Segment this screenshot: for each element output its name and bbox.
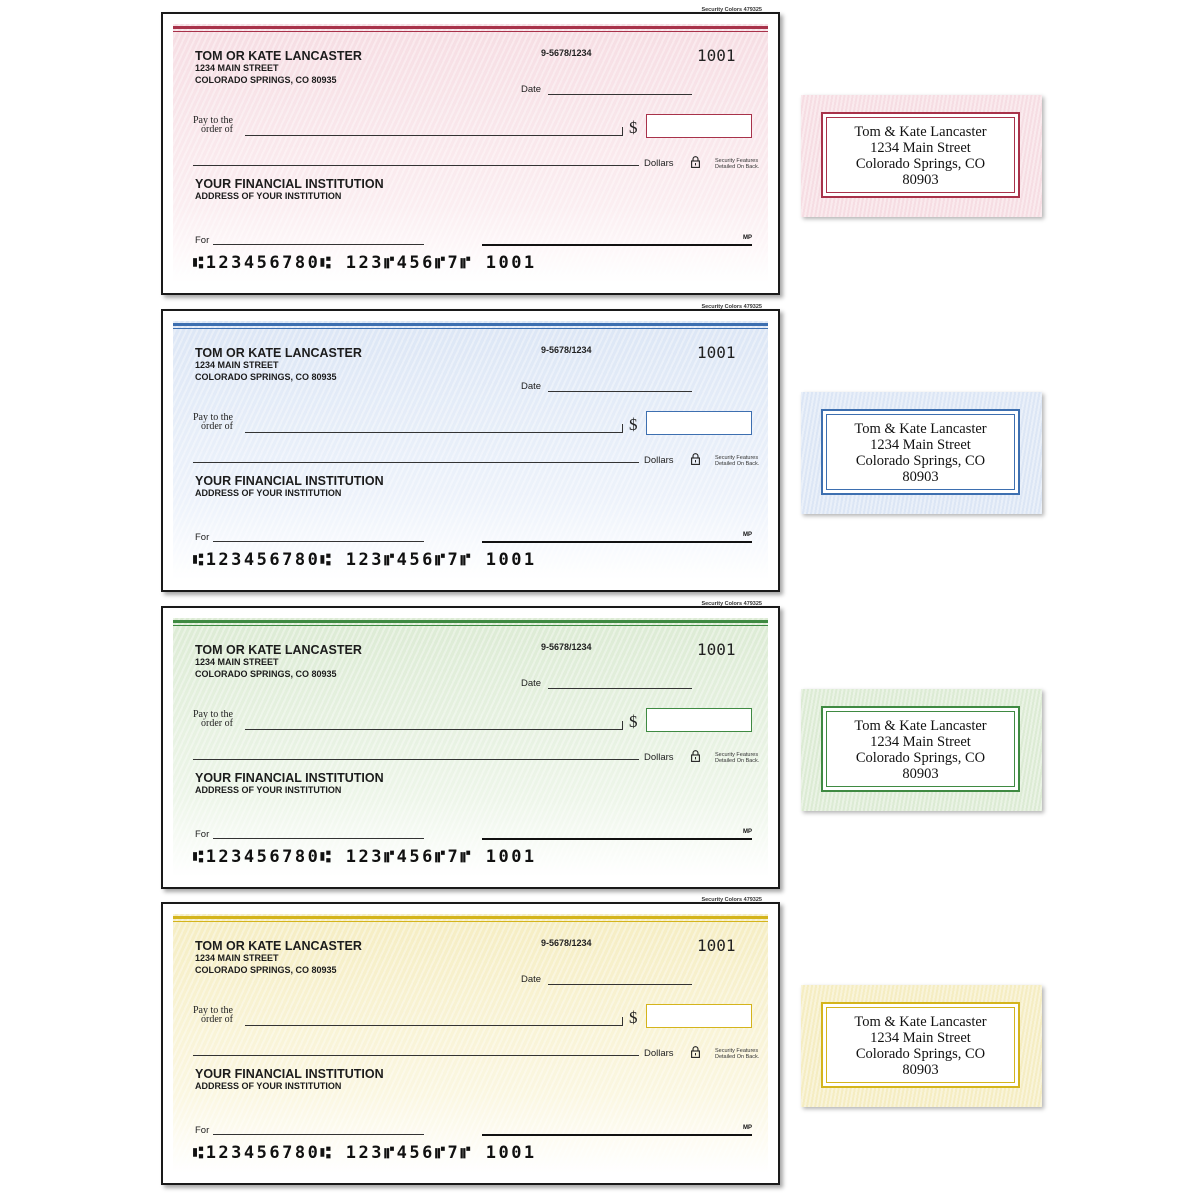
signature-line (482, 244, 752, 246)
security-features-note (715, 752, 759, 764)
label-frame (821, 706, 1020, 792)
amount-words-line (193, 759, 639, 760)
check-top-border-thin (173, 921, 768, 922)
security-features-line1: Security Features (715, 1048, 759, 1054)
security-features-note (715, 158, 759, 170)
pay-to-line1: Pay to the (193, 115, 233, 126)
pay-to-label (193, 414, 233, 431)
lock-icon (691, 750, 700, 762)
routing-fraction: 9-5678/1234 (541, 48, 592, 58)
check-face (173, 24, 768, 283)
owner-name: TOM OR KATE LANCASTER (195, 939, 362, 953)
check-face (173, 914, 768, 1173)
check-blue (161, 304, 780, 592)
address-label-green (801, 689, 1042, 811)
check-top-border-thin (173, 625, 768, 626)
label-text (823, 1014, 1018, 1078)
memo-label: For (195, 829, 210, 840)
pay-to-label (193, 117, 233, 134)
pay-to-line1: Pay to the (193, 1005, 233, 1016)
owner-city: COLORADO SPRINGS, CO 80935 (195, 669, 337, 679)
institution-address: ADDRESS OF YOUR INSTITUTION (195, 785, 342, 795)
amount-box (646, 708, 752, 732)
routing-fraction: 9-5678/1234 (541, 345, 592, 355)
security-features-line1: Security Features (715, 752, 759, 758)
memo-label: For (195, 235, 210, 246)
check-number: 1001 (697, 343, 736, 362)
dollar-sign: $ (629, 415, 638, 434)
date-label: Date (521, 678, 542, 689)
check-top-border (173, 26, 768, 29)
dollar-sign: $ (629, 118, 638, 137)
owner-name: TOM OR KATE LANCASTER (195, 643, 362, 657)
amount-box (646, 1004, 752, 1028)
institution-name: YOUR FINANCIAL INSTITUTION (195, 474, 384, 488)
amount-words-line (193, 165, 639, 166)
dollars-label: Dollars (644, 158, 674, 169)
owner-city: COLORADO SPRINGS, CO 80935 (195, 372, 337, 382)
pay-to-line2: order of (201, 420, 233, 432)
label-line3: Colorado Springs, CO (855, 1046, 986, 1062)
lock-icon (691, 453, 700, 465)
institution-name: YOUR FINANCIAL INSTITUTION (195, 771, 384, 785)
label-frame (821, 112, 1020, 198)
owner-name: TOM OR KATE LANCASTER (195, 49, 362, 63)
signature-line (482, 541, 752, 543)
pay-to-line1: Pay to the (193, 709, 233, 720)
dollar-sign: $ (629, 1008, 638, 1027)
security-colors-code: Security Colors 479325 (701, 897, 762, 903)
amount-box (646, 114, 752, 138)
memo-label: For (195, 1125, 210, 1136)
security-features-note (715, 455, 759, 467)
routing-fraction: 9-5678/1234 (541, 938, 592, 948)
amount-words-line (193, 462, 639, 463)
label-text (823, 718, 1018, 782)
pay-to-line2: order of (201, 123, 233, 135)
check-red (161, 7, 780, 295)
check-top-border-thin (173, 328, 768, 329)
security-colors-code: Security Colors 479325 (701, 601, 762, 607)
date-label: Date (521, 84, 542, 95)
label-line2: 1234 Main Street (870, 437, 971, 453)
check-top-border (173, 916, 768, 919)
label-text (823, 124, 1018, 188)
institution-name: YOUR FINANCIAL INSTITUTION (195, 177, 384, 191)
micr-line: ⑆123456780⑆ 123⑈456⑈7⑈ 1001 (193, 1143, 537, 1163)
payee-line (245, 432, 623, 433)
label-line3: Colorado Springs, CO (855, 156, 986, 172)
dollars-label: Dollars (644, 752, 674, 763)
date-line (548, 984, 692, 985)
check-number: 1001 (697, 640, 736, 659)
memo-line (213, 1134, 424, 1135)
pay-to-label (193, 1007, 233, 1024)
date-line (548, 688, 692, 689)
dollars-label: Dollars (644, 1048, 674, 1059)
address-label-blue (801, 392, 1042, 514)
payee-line (245, 1025, 623, 1026)
institution-address: ADDRESS OF YOUR INSTITUTION (195, 1081, 342, 1091)
lock-icon (691, 1046, 700, 1058)
label-line2: 1234 Main Street (870, 1030, 971, 1046)
security-colors-code: Security Colors 479325 (701, 304, 762, 310)
owner-street: 1234 MAIN STREET (195, 63, 279, 73)
check-top-border (173, 323, 768, 326)
amount-box (646, 411, 752, 435)
memo-line (213, 541, 424, 542)
check-top-border-thin (173, 31, 768, 32)
check-green (161, 601, 780, 889)
date-line (548, 94, 692, 95)
owner-name: TOM OR KATE LANCASTER (195, 346, 362, 360)
security-features-line1: Security Features (715, 158, 759, 164)
security-features-note (715, 1048, 759, 1060)
dollars-label: Dollars (644, 455, 674, 466)
signature-line (482, 1134, 752, 1136)
owner-city: COLORADO SPRINGS, CO 80935 (195, 965, 337, 975)
pay-to-line2: order of (201, 717, 233, 729)
check-number: 1001 (697, 46, 736, 65)
address-label-yellow (801, 985, 1042, 1107)
label-text (823, 421, 1018, 485)
micr-line: ⑆123456780⑆ 123⑈456⑈7⑈ 1001 (193, 253, 537, 273)
label-frame (821, 409, 1020, 495)
label-line1: Tom & Kate Lancaster (854, 718, 987, 734)
label-line4: 80903 (902, 469, 939, 485)
lock-icon (691, 156, 700, 168)
owner-street: 1234 MAIN STREET (195, 953, 279, 963)
security-colors-code: Security Colors 479325 (701, 7, 762, 13)
amount-words-line (193, 1055, 639, 1056)
payee-line (245, 729, 623, 730)
owner-street: 1234 MAIN STREET (195, 360, 279, 370)
micr-line: ⑆123456780⑆ 123⑈456⑈7⑈ 1001 (193, 847, 537, 867)
security-features-line2: Detailed On Back. (715, 461, 760, 467)
payee-line (245, 135, 623, 136)
memo-label: For (195, 532, 210, 543)
pay-to-label (193, 711, 233, 728)
date-label: Date (521, 381, 542, 392)
label-line2: 1234 Main Street (870, 140, 971, 156)
pay-to-line2: order of (201, 1013, 233, 1025)
check-face (173, 618, 768, 877)
institution-address: ADDRESS OF YOUR INSTITUTION (195, 488, 342, 498)
label-line4: 80903 (902, 766, 939, 782)
signature-line (482, 838, 752, 840)
date-line (548, 391, 692, 392)
label-line1: Tom & Kate Lancaster (854, 421, 987, 437)
check-yellow (161, 897, 780, 1185)
check-number: 1001 (697, 936, 736, 955)
mp-mark: MP (743, 1125, 752, 1131)
mp-mark: MP (743, 235, 752, 241)
label-line4: 80903 (902, 172, 939, 188)
label-line3: Colorado Springs, CO (855, 750, 986, 766)
owner-city: COLORADO SPRINGS, CO 80935 (195, 75, 337, 85)
institution-address: ADDRESS OF YOUR INSTITUTION (195, 191, 342, 201)
label-line1: Tom & Kate Lancaster (854, 124, 987, 140)
check-top-border (173, 620, 768, 623)
memo-line (213, 838, 424, 839)
security-features-line2: Detailed On Back. (715, 164, 760, 170)
date-label: Date (521, 974, 542, 985)
check-face (173, 321, 768, 580)
label-line1: Tom & Kate Lancaster (854, 1014, 987, 1030)
security-features-line2: Detailed On Back. (715, 1054, 760, 1060)
security-features-line2: Detailed On Back. (715, 758, 760, 764)
mp-mark: MP (743, 829, 752, 835)
mp-mark: MP (743, 532, 752, 538)
pay-to-line1: Pay to the (193, 412, 233, 423)
label-line3: Colorado Springs, CO (855, 453, 986, 469)
memo-line (213, 244, 424, 245)
dollar-sign: $ (629, 712, 638, 731)
address-label-red (801, 95, 1042, 217)
label-frame (821, 1002, 1020, 1088)
security-features-line1: Security Features (715, 455, 759, 461)
institution-name: YOUR FINANCIAL INSTITUTION (195, 1067, 384, 1081)
label-line2: 1234 Main Street (870, 734, 971, 750)
micr-line: ⑆123456780⑆ 123⑈456⑈7⑈ 1001 (193, 550, 537, 570)
owner-street: 1234 MAIN STREET (195, 657, 279, 667)
routing-fraction: 9-5678/1234 (541, 642, 592, 652)
label-line4: 80903 (902, 1062, 939, 1078)
